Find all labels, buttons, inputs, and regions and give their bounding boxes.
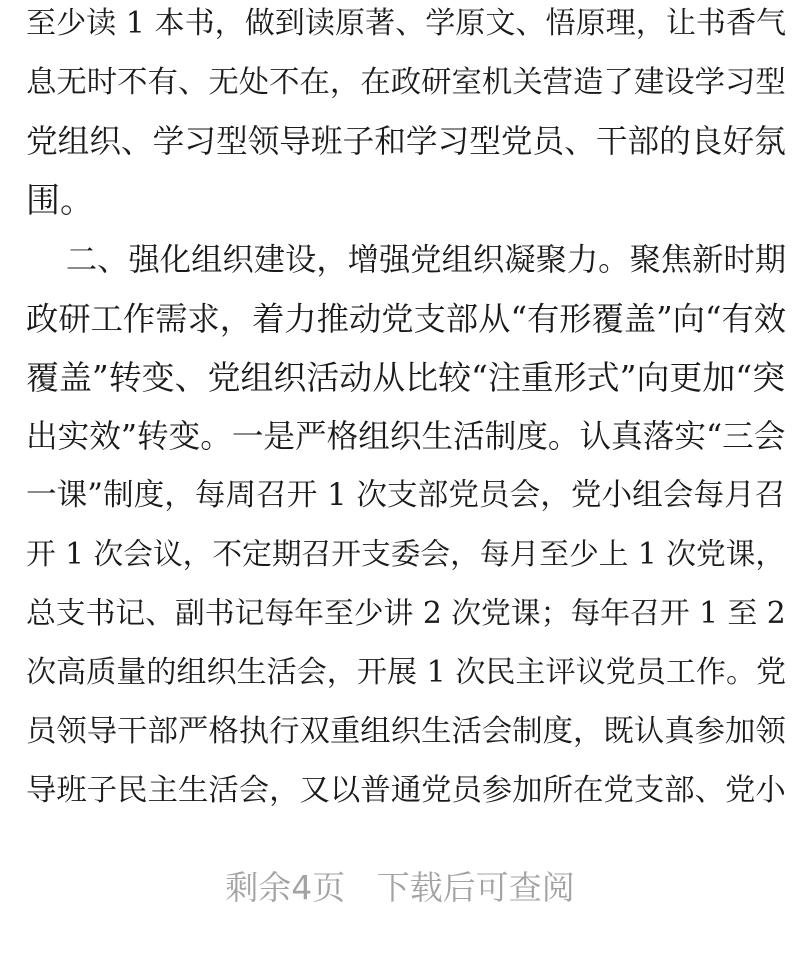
text-line: 次高质量的组织生活会，开展 1 次民主评议党员工作。党 [26,655,787,690]
text-line: 至少读 1 本书，做到读原著、学原文、悟原理，让书香气 [26,6,787,41]
text-line: 出实效”转变。一是严格组织生活制度。认真落实“三会 [26,419,786,455]
text-line: 息无时不有、无处不在，在政研室机关营造了建设学习型 [26,65,786,100]
text-line: 围。 [26,181,94,221]
text-line: 开 1 次会议，不定期召开支委会，每月至少上 1 次党课， [26,537,786,572]
paragraph-start-line: 二、强化组织建设，增强党组织凝聚力。聚焦新时期 [26,242,787,278]
text-line: 党组织、学习型领导班子和学习型党员、干部的良好氛 [26,124,786,160]
text-line: 总支书记、副书记每年至少讲 2 次党课；每年召开 1 至 2 [26,596,786,631]
remaining-pages-notice: 剩余4页 下载后可查阅 [225,868,575,907]
text-line: 员领导干部严格执行双重组织生活会制度，既认真参加领 [26,714,786,749]
text-line: 覆盖”转变、党组织活动从比较“注重形式”向更加“突 [26,358,786,397]
text-line: 一课”制度，每周召开 1 次支部党员会，党小组会每月召 [26,478,786,513]
text-line: 政研工作需求，着力推动党支部从“有形覆盖”向“有效 [26,300,787,338]
text-line: 导班子民主生活会，又以普通党员参加所在党支部、党小 [26,773,786,808]
